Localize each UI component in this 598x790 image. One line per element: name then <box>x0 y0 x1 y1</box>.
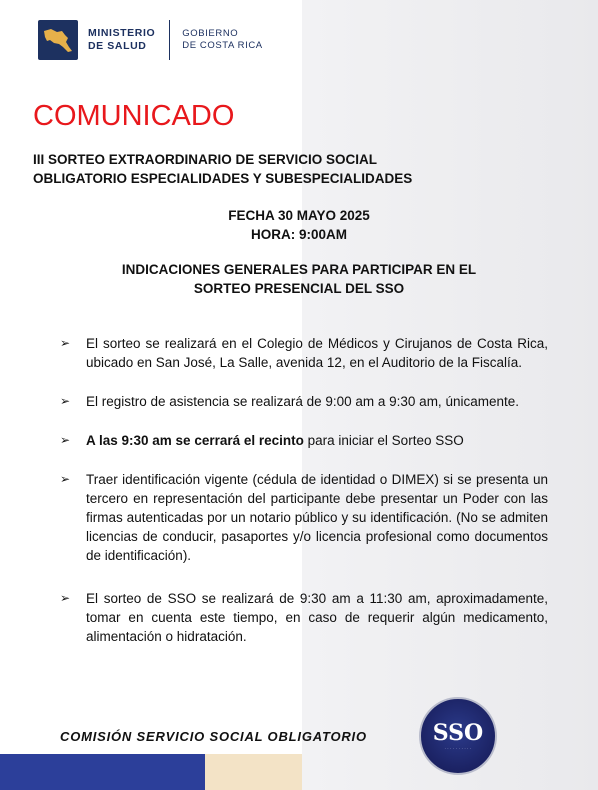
header-divider <box>169 20 170 60</box>
list-item-text: El registro de asistencia se realizará de 9:00 am a 9:30 am, únicamente. <box>86 394 519 409</box>
commission-signature: COMISIÓN SERVICIO SOCIAL OBLIGATORIO <box>60 729 367 744</box>
event-date: FECHA 30 MAYO 2025 <box>228 208 370 223</box>
footer-bar-blue <box>0 754 205 790</box>
government-name <box>182 28 262 52</box>
ministry-line-2: DE SALUD <box>88 40 147 52</box>
footer-bar-gold <box>205 754 302 790</box>
arrowhead-bullet-icon: ➢ <box>60 591 71 605</box>
gov-line-2: DE COSTA RICA <box>182 40 263 51</box>
event-datetime <box>0 206 598 244</box>
instructions-line-2: SORTEO PRESENCIAL DEL SSO <box>193 281 405 296</box>
instructions-line-1: INDICACIONES GENERALES PARA PARTICIPAR EN EL <box>121 262 477 277</box>
sso-seal-logo <box>419 697 497 775</box>
list-item <box>60 589 548 646</box>
arrowhead-bullet-icon: ➢ <box>60 472 71 486</box>
arrowhead-bullet-icon: ➢ <box>60 336 71 350</box>
subtitle-line-2: OBLIGATORIO ESPECIALIDADES Y SUBESPECIALIDADES <box>33 171 413 186</box>
ministry-line-1: MINISTERIO <box>88 27 156 39</box>
list-item-text: El sorteo de SSO se realizará de 9:30 am a 11:30 am, aproximadamente, tomar en cuenta este tiempo, en caso de requerir algún medicamento, alimentación o hidratación. <box>86 591 548 644</box>
arrowhead-bullet-icon: ➢ <box>60 394 71 408</box>
sso-seal-text: SSO <box>432 719 484 746</box>
list-item <box>60 470 548 565</box>
instructions-list <box>60 334 548 646</box>
arrowhead-bullet-icon: ➢ <box>60 433 71 447</box>
list-item-text <box>86 431 548 450</box>
ministry-name <box>88 27 155 53</box>
list-item <box>60 334 548 372</box>
gov-line-1: GOBIERNO <box>182 28 239 39</box>
list-item-text: Traer identificación vigente (cédula de identidad o DIMEX) si se presenta un tercero en representación del participante debe presentar un Poder con las firmas autenticadas por un notario público y su identificación. (No se admiten licencias de conducir, pasaportes y/o licencia profesional como documentos de identificación). <box>86 472 548 563</box>
raffle-subtitle <box>33 150 553 188</box>
page-title: COMUNICADO <box>33 100 235 132</box>
subtitle-line-1: III SORTEO EXTRAORDINARIO DE SERVICIO SOCIAL <box>33 152 378 167</box>
ministry-header <box>38 18 263 62</box>
costa-rica-map-icon <box>38 20 78 60</box>
event-time: HORA: 9:00AM <box>250 227 347 242</box>
sso-seal-caption: · · · · · · · · · · <box>444 745 472 751</box>
list-item-text: El sorteo se realizará en el Colegio de Médicos y Cirujanos de Costa Rica, ubicado en San José, La Salle, avenida 12, en el Auditorio de la Fiscalía. <box>86 336 548 370</box>
list-item <box>60 392 548 411</box>
instructions-heading <box>0 260 598 298</box>
list-item <box>60 431 548 450</box>
list-item-bold: A las 9:30 am se cerrará el recinto <box>86 433 304 448</box>
list-item-rest: para iniciar el Sorteo SSO <box>303 433 464 448</box>
